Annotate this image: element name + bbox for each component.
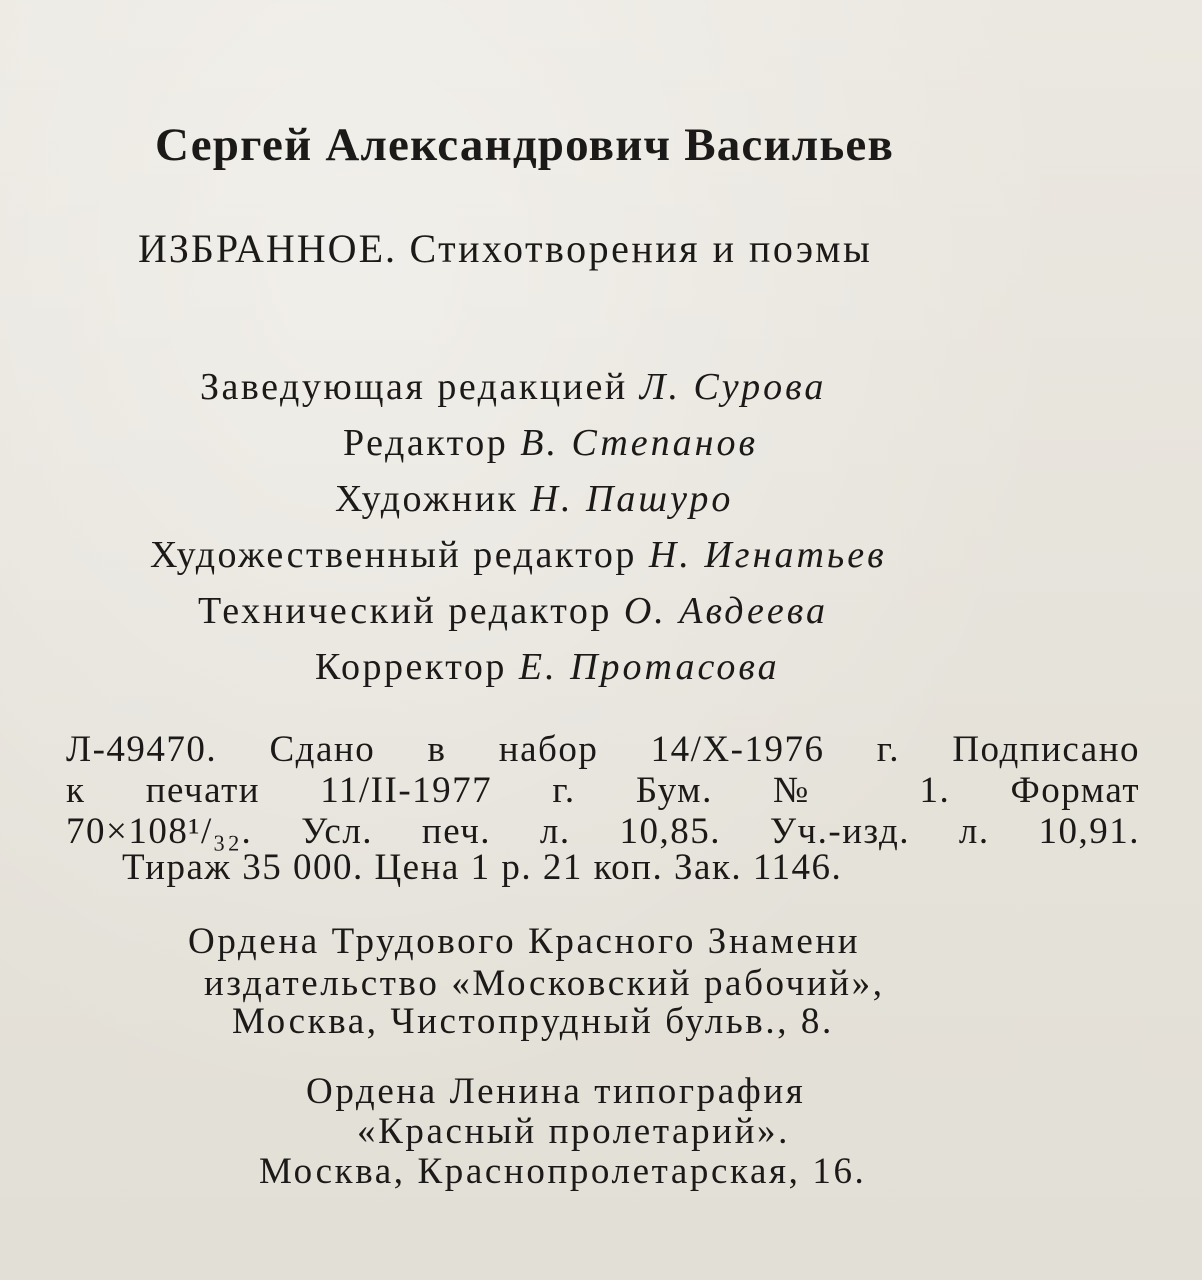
imprint-line: Л-49470. Сдано в набор 14/Х-1976 г. Подписано xyxy=(66,729,1140,770)
credit-person: Л. Сурова xyxy=(639,366,827,408)
publisher-line: Ордена Трудового Красного Знамени xyxy=(188,921,861,962)
credit-role: Художник xyxy=(335,478,519,520)
credit-person: О. Авдеева xyxy=(623,590,828,632)
credit-line xyxy=(200,365,826,409)
credit-person: Е. Протасова xyxy=(518,646,780,688)
printer-line: Москва, Краснопролетарская, 16. xyxy=(259,1151,867,1192)
imprint-line: Тираж 35 000. Цена 1 р. 21 коп. Зак. 1146. xyxy=(122,847,843,888)
credit-role: Технический редактор xyxy=(198,590,612,632)
printer-line: «Красный пролетарий». xyxy=(357,1111,790,1152)
imprint-line: к печати 11/II-1977 г. Бум. № 1. Формат xyxy=(66,770,1140,811)
publisher-line: издательство «Московский рабочий», xyxy=(204,963,885,1004)
credit-role: Заведующая редакцией xyxy=(200,366,628,408)
printer-line: Ордена Ленина типография xyxy=(306,1071,806,1112)
credit-person: Н. Пашуро xyxy=(530,478,734,520)
credit-line xyxy=(150,533,887,577)
credit-person: Н. Игнатьев xyxy=(648,534,887,576)
credit-line xyxy=(335,477,733,521)
credit-person: В. Степанов xyxy=(520,422,759,464)
credit-role: Редактор xyxy=(343,422,509,464)
publisher-line: Москва, Чистопрудный бульв., 8. xyxy=(232,1001,834,1042)
credit-line xyxy=(315,645,780,689)
imprint-line: 70×108¹/₃₂. Усл. печ. л. 10,85. Уч.-изд. л. 10,91. xyxy=(66,811,1140,852)
credit-line xyxy=(343,421,758,465)
author-name: Сергей Александрович Васильев xyxy=(155,119,895,171)
credit-role: Корректор xyxy=(315,646,507,688)
book-title-main: ИЗБРАННОЕ. xyxy=(138,226,398,271)
book-title xyxy=(138,225,872,272)
book-title-subtitle: Стихотворения и поэмы xyxy=(409,226,873,271)
credit-line xyxy=(198,589,828,633)
credit-role: Художественный редактор xyxy=(150,534,637,576)
